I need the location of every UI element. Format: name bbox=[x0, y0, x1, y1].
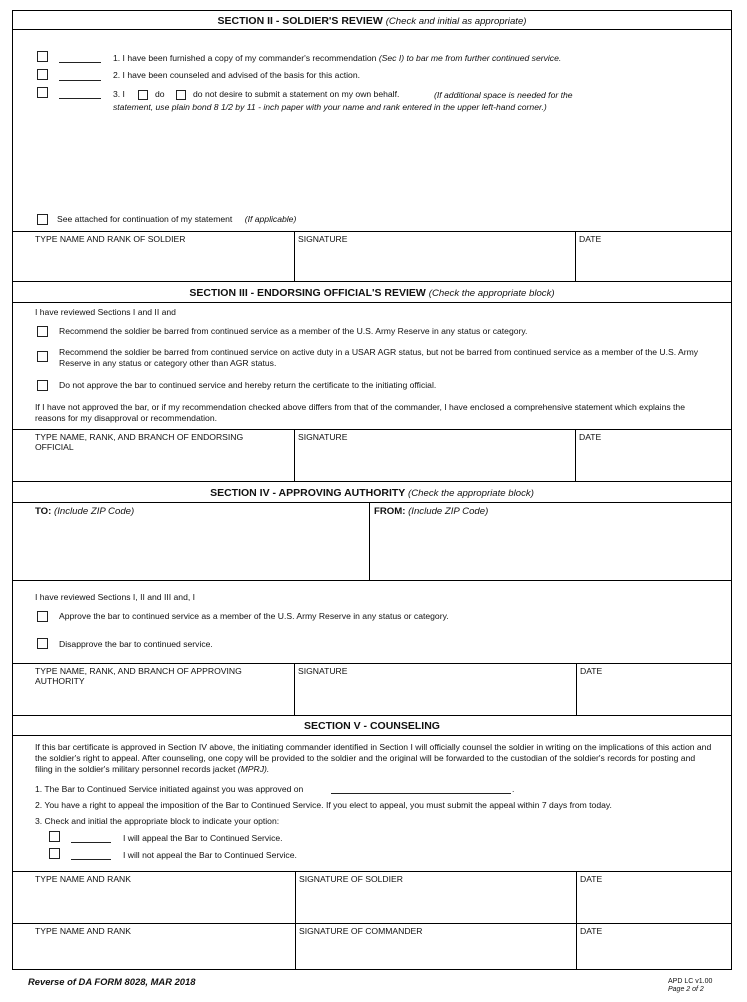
section2-item3-note-cont: statement, use plain bond 8 1/2 by 11 - inch paper with your name and rank entered in the upper left-hand corner.) bbox=[113, 102, 547, 112]
do-label: do bbox=[155, 89, 165, 99]
divider bbox=[13, 923, 731, 924]
section4-header bbox=[13, 487, 731, 499]
continuation-text: See attached for continuation of my statement bbox=[57, 214, 233, 224]
divider bbox=[369, 502, 370, 580]
section2-item2: 2. I have been counseled and advised of the basis for this action. bbox=[113, 70, 360, 80]
continuation-note: (If applicable) bbox=[244, 214, 297, 224]
section5-title: SECTION V - COUNSELING bbox=[304, 720, 440, 732]
no-appeal-text: I will not appeal the Bar to Continued Service. bbox=[123, 850, 297, 860]
appeal-text: I will appeal the Bar to Continued Service. bbox=[123, 833, 283, 843]
no-appeal-initial-line[interactable] bbox=[71, 859, 111, 860]
divider bbox=[13, 429, 731, 430]
section2-subtitle: (Check and initial as appropriate) bbox=[385, 16, 527, 27]
soldier-name-field[interactable]: TYPE NAME AND RANK OF SOLDIER bbox=[35, 234, 186, 244]
divider bbox=[575, 231, 576, 281]
divider bbox=[13, 29, 731, 30]
section2-item1 bbox=[113, 53, 561, 63]
divider bbox=[576, 923, 577, 969]
initial-checkbox-2[interactable] bbox=[37, 69, 48, 80]
divider bbox=[576, 871, 577, 923]
endorser-date-field[interactable]: DATE bbox=[579, 432, 602, 442]
no-appeal-checkbox[interactable] bbox=[49, 848, 60, 859]
endorse-option1-checkbox[interactable] bbox=[37, 326, 48, 337]
disapprove-checkbox[interactable] bbox=[37, 638, 48, 649]
initial-line-2[interactable] bbox=[59, 80, 101, 81]
approver-signature-field[interactable]: SIGNATURE bbox=[298, 666, 348, 676]
divider bbox=[13, 735, 731, 736]
disapprove-text: Disapprove the bar to continued service. bbox=[59, 639, 213, 649]
section4-title: SECTION IV - APPROVING AUTHORITY bbox=[210, 487, 406, 499]
approver-date-field[interactable]: DATE bbox=[580, 666, 603, 676]
divider bbox=[575, 429, 576, 481]
section5-item3: 3. Check and initial the appropriate block to indicate your option: bbox=[35, 816, 280, 826]
section2-item3-note: (If additional space is needed for the bbox=[434, 90, 573, 100]
footer-version-block bbox=[668, 978, 712, 994]
section2-title: SECTION II - SOLDIER'S REVIEW bbox=[217, 15, 383, 27]
section3-title: SECTION III - ENDORSING OFFICIAL'S REVIEW bbox=[189, 287, 426, 299]
continuation-line bbox=[57, 214, 296, 224]
divider bbox=[13, 481, 731, 482]
section3-header bbox=[13, 287, 731, 299]
counsel-soldier-name-field[interactable]: TYPE NAME AND RANK bbox=[35, 874, 131, 884]
endorse-option2-text: Recommend the soldier be barred from continued service on active duty in a USAR AGR status, but not be barred from continued service as a member of the U.S. Army Reserve in any status or category other than AGR status. bbox=[59, 347, 699, 368]
counsel-commander-date-field[interactable]: DATE bbox=[580, 926, 603, 936]
endorser-signature-field[interactable]: SIGNATURE bbox=[298, 432, 348, 442]
endorse-option3-text: Do not approve the bar to continued service and hereby return the certificate to the initiating official. bbox=[59, 380, 437, 390]
approver-name-field[interactable]: TYPE NAME, RANK, AND BRANCH OF APPROVING AUTHORITY bbox=[35, 666, 242, 686]
section2-item3-prefix: 3. I bbox=[113, 89, 125, 99]
section4-subtitle: (Check the appropriate block) bbox=[408, 488, 534, 499]
endorser-name-field[interactable]: TYPE NAME, RANK, AND BRANCH OF ENDORSING OFFICIAL bbox=[35, 432, 244, 452]
initial-checkbox-3[interactable] bbox=[37, 87, 48, 98]
section2-item1-text: 1. I have been furnished a copy of my commander's recommendation bbox=[113, 53, 377, 63]
from-note: (Include ZIP Code) bbox=[408, 506, 489, 517]
approval-date-line[interactable] bbox=[331, 793, 511, 794]
section2-header bbox=[13, 15, 731, 27]
divider bbox=[576, 663, 577, 715]
divider bbox=[13, 663, 731, 664]
divider bbox=[295, 871, 296, 923]
do-not-checkbox[interactable] bbox=[176, 90, 186, 100]
counsel-commander-name-field[interactable]: TYPE NAME AND RANK bbox=[35, 926, 131, 936]
divider bbox=[295, 923, 296, 969]
section3-statement: If I have not approved the bar, or if my recommendation checked above differs from that of the commander, I have enclosed a comprehensive statement which explains the reasons for my disapproval or recommendation. bbox=[35, 402, 685, 423]
initial-line-3[interactable] bbox=[59, 98, 101, 99]
divider bbox=[13, 715, 731, 716]
section5-item1: 1. The Bar to Continued Service initiated against you was approved on bbox=[35, 784, 304, 794]
form-version: APD LC v1.00 bbox=[668, 978, 713, 985]
divider bbox=[13, 302, 731, 303]
divider bbox=[13, 871, 731, 872]
approve-checkbox[interactable] bbox=[37, 611, 48, 622]
endorse-option3-checkbox[interactable] bbox=[37, 380, 48, 391]
section4-intro: I have reviewed Sections I, II and III and, I bbox=[35, 592, 196, 602]
counsel-commander-signature-field[interactable]: SIGNATURE OF COMMANDER bbox=[299, 926, 423, 936]
appeal-checkbox[interactable] bbox=[49, 831, 60, 842]
section5-paragraph-text: If this bar certificate is approved in Section IV above, the initiating commander identified in Section I will officially counsel the soldier in writing on the implications of this action and the soldier's right to appeal. After counseling, one copy will be provided to the soldier and the original will be forwarded to the custodian of the soldier's records for posting and filing in the soldier's military personnel records jacket bbox=[35, 742, 712, 774]
divider bbox=[13, 580, 731, 581]
section3-subtitle: (Check the appropriate block) bbox=[428, 288, 555, 299]
divider bbox=[294, 663, 295, 715]
soldier-date-field[interactable]: DATE bbox=[579, 234, 602, 244]
continuation-checkbox[interactable] bbox=[37, 214, 48, 225]
divider bbox=[13, 502, 731, 503]
soldier-signature-field[interactable]: SIGNATURE bbox=[298, 234, 348, 244]
counsel-soldier-signature-field[interactable]: SIGNATURE OF SOLDIER bbox=[299, 874, 403, 884]
counsel-soldier-date-field[interactable]: DATE bbox=[580, 874, 603, 884]
divider bbox=[13, 281, 731, 282]
appeal-initial-line[interactable] bbox=[71, 842, 111, 843]
to-label: TO: bbox=[35, 506, 52, 517]
section3-intro: I have reviewed Sections I and II and bbox=[35, 307, 176, 317]
endorse-option2-checkbox[interactable] bbox=[37, 351, 48, 362]
to-note: (Include ZIP Code) bbox=[54, 506, 135, 517]
page-number: Page 2 of 2 bbox=[668, 986, 704, 994]
approve-text: Approve the bar to continued service as a member of the U.S. Army Reserve in any status or category. bbox=[59, 611, 449, 621]
section5-item1-end: . bbox=[512, 784, 515, 794]
divider bbox=[294, 231, 295, 281]
divider bbox=[13, 231, 731, 232]
divider bbox=[294, 429, 295, 481]
initial-line-1[interactable] bbox=[59, 62, 101, 63]
section5-paragraph bbox=[35, 742, 715, 775]
to-field[interactable] bbox=[35, 506, 134, 518]
section2-item3-text: do not desire to submit a statement on my own behalf. bbox=[193, 89, 400, 99]
section5-paragraph-note: (MPRJ). bbox=[237, 764, 270, 774]
do-checkbox[interactable] bbox=[138, 90, 148, 100]
endorse-option1-text: Recommend the soldier be barred from continued service as a member of the U.S. Army Reserve in any status or category. bbox=[59, 326, 528, 336]
from-field[interactable] bbox=[374, 506, 488, 518]
section2-item1-note: (Sec I) to bar me from further continued service. bbox=[378, 53, 562, 63]
form-identifier: Reverse of DA FORM 8028, MAR 2018 bbox=[28, 976, 196, 987]
initial-checkbox-1[interactable] bbox=[37, 51, 48, 62]
from-label: FROM: bbox=[374, 506, 406, 517]
form-page bbox=[12, 10, 732, 970]
section5-item2: 2. You have a right to appeal the imposition of the Bar to Continued Service. If you elect to appeal, you must submit the appeal within 7 days from today. bbox=[35, 800, 612, 810]
